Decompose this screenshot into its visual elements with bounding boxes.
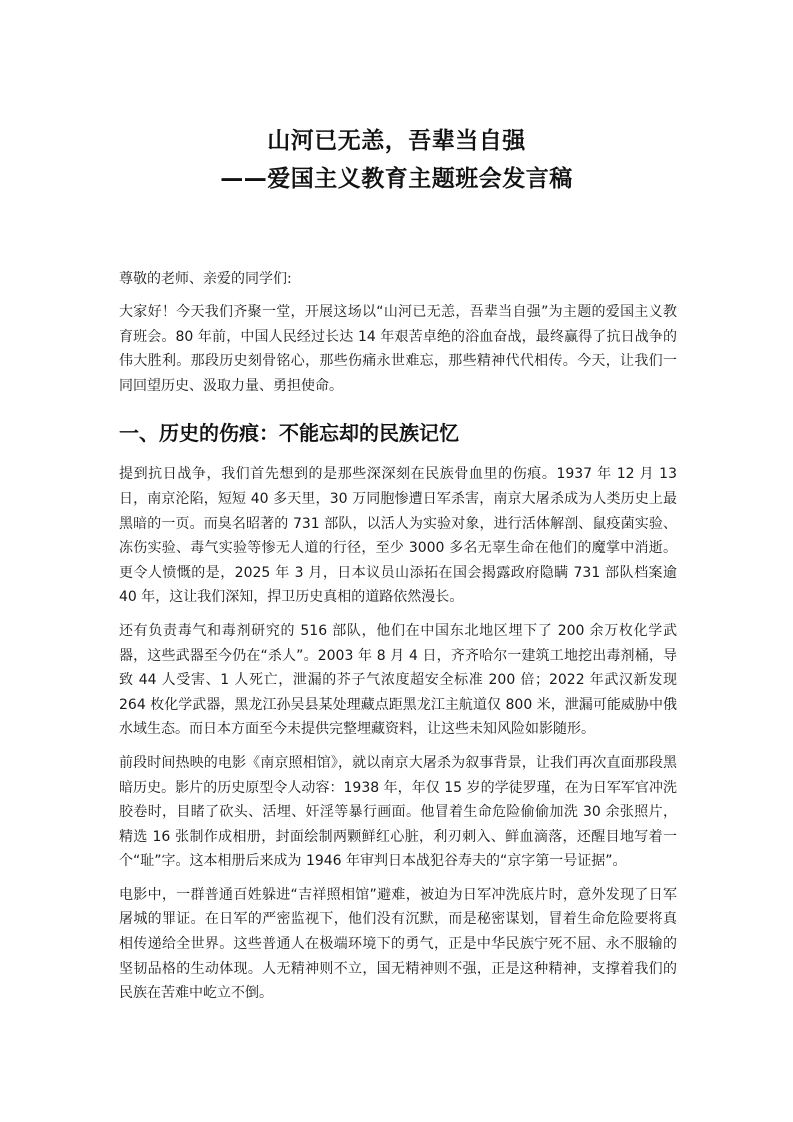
- intro-paragraph: 大家好！今天我们齐聚一堂，开展这场以“山河已无恙，吾辈当自强”为主题的爱国主义教育班会。80 年前，中国人民经过长达 14 年艰苦卓绝的浴血奋战，最终赢得了抗日战争的伟大胜利。那段历史刻骨铭心，那些伤痛永世难忘，那些精神代代相传。今天，让我们一同回望历史、汲取力量、勇担使命。: [119, 304, 677, 394]
- section-paragraph-4: 电影中，一群普通百姓躲进“吉祥照相馆”避难，被迫为日军冲洗底片时，意外发现了日军屠城的罪证。在日军的严密监视下，他们没有沉默，而是秘密谋划，冒着生命危险要将真相传递给全世界。这些普通人在极端环境下的勇气，正是中华民族宁死不屈、永不服输的坚韧品格的生动体现。人无精神则不立，国无精神则不强，正是这种精神，支撑着我们的民族在苦难中屹立不倒。: [119, 886, 677, 1002]
- document-title: 山河已无恙，吾辈当自强: [267, 128, 526, 154]
- section-paragraph-2: 还有负责毒气和毒剂研究的 516 部队，他们在中国东北地区埋下了 200 余万枚化学武器，这些武器至今仍在“杀人”。2003 年 8 月 4 日，齐齐哈尔一建筑工地挖出毒剂桶，导致 44 人受害、1 人死亡，泄漏的芥子气浓度超安全标准 200 倍；2022 年武汉新发现 264 枚化学武器，黑龙江孙吴县某处理藏点距黑龙江主航道仅 800 米，泄漏可能威胁中俄水域生态。而日本方面至今未提供完整埋藏资料，让这些未知风险如影随形。: [119, 622, 677, 738]
- section-paragraph-1: 提到抗日战争，我们首先想到的是那些深深刻在民族骨血里的伤痕。1937 年 12 月 13 日，南京沦陷，短短 40 多天里，30 万同胞惨遭日军杀害，南京大屠杀成为人类历史上最黑暗的一页。而臭名昭著的 731 部队，以活人为实验对象，进行活体解剖、鼠疫菌实验、冻伤实验、毒气实验等惨无人道的行径，至少 3000 多名无辜生命在他们的魔掌中消逝。更令人愤慨的是，2025 年 3 月，日本议员山添拓在国会揭露政府隐瞒 731 部队档案逾 40 年，这让我们深知，捍卫历史真相的道路依然漫长。: [119, 466, 677, 606]
- document-subtitle: ——爱国主义教育主题班会发言稿: [220, 166, 573, 192]
- section-paragraph-3: 前段时间热映的电影《南京照相馆》，就以南京大屠杀为叙事背景，让我们再次直面那段黑暗历史。影片的历史原型令人动容：1938 年，年仅 15 岁的学徒罗瑾，在为日军军官冲洗胶卷时，目睹了砍头、活埋、奸淫等暴行画面。他冒着生命危险偷偷加洗 30 余张照片，精选 16 张制作成相册，封面绘制两颗鲜红心脏，利刃刺入、鲜血滴落，还醒目地写着一个“耻”字。这本相册后来成为 1946 年审判日本战犯谷寿夫的“京字第一号证据”。: [119, 754, 677, 870]
- document-body: [119, 267, 677, 1015]
- section-heading: 一、历史的伤痕：不能忘却的民族记忆: [119, 421, 459, 446]
- salutation: 尊敬的老师、亲爱的同学们:: [119, 271, 292, 287]
